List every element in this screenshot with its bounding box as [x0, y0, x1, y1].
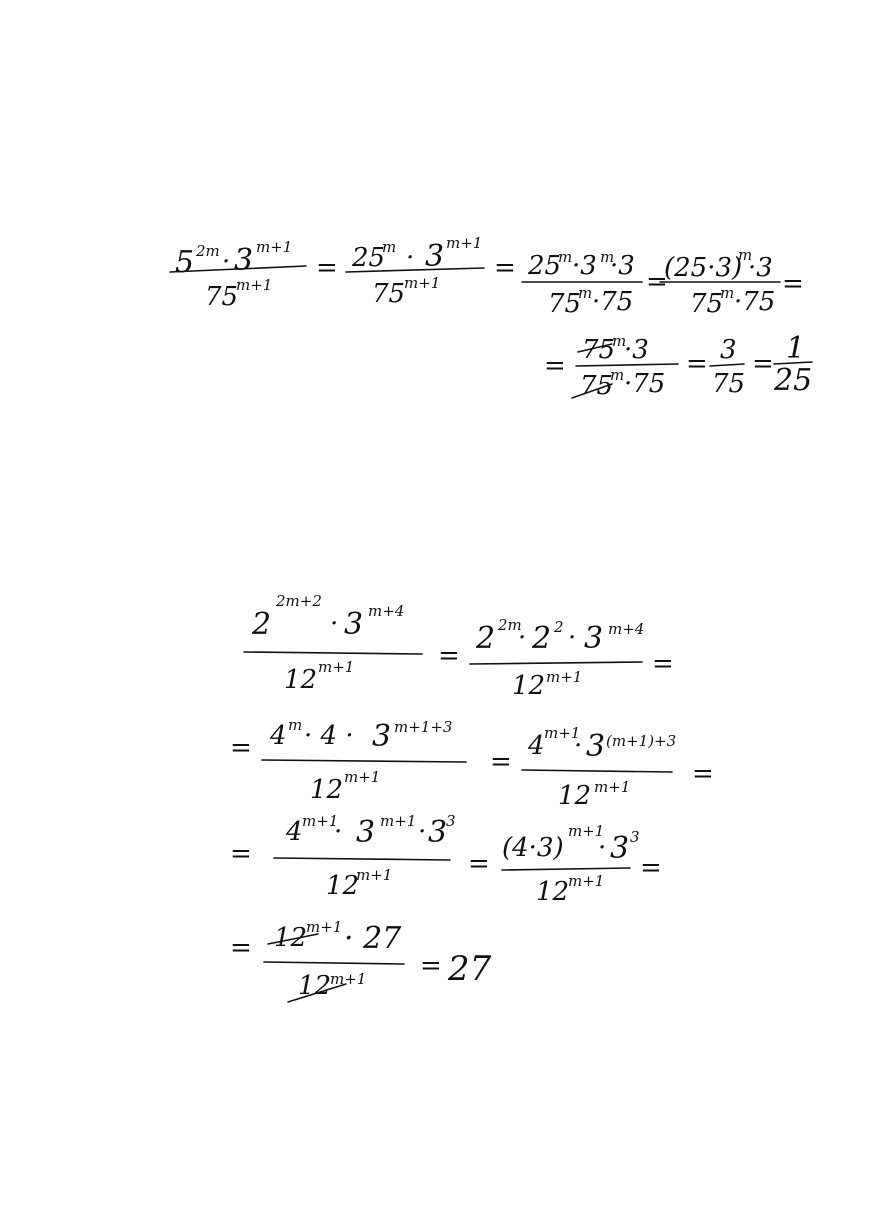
p2-r1-f2-dot2: · [568, 623, 577, 653]
p2-r4-f1-den-exp: m+1 [330, 970, 367, 988]
p2-r2-f2-num-b-exp: (m+1)+3 [606, 732, 677, 750]
p2-r1-f2-num-b-exp: 2 [554, 618, 564, 636]
p2-r3-f1-num-b: 3 [356, 815, 376, 850]
p1-f4-num: (25·3) [664, 253, 743, 283]
p2-r1-f1-num-a-exp: 2m+2 [276, 592, 322, 610]
p2-r3-f2-num-a-exp: m+1 [568, 822, 605, 840]
p2-r2-f1-den: 12 [310, 775, 344, 805]
p2-r4-f1-num-exp: m+1 [306, 918, 343, 936]
p1-f5-num-exp: m [612, 332, 627, 350]
p2-r1-f1-num-a: 2 [252, 607, 272, 642]
p1-f3-num-tail: ·3 [610, 251, 635, 281]
p1-f5-den-tail: ·75 [624, 369, 666, 399]
p1-f2-num-b-exp: m+1 [446, 234, 483, 252]
p2-r2-equals-2: = [692, 759, 714, 789]
p1-f3-den-tail: ·75 [592, 287, 634, 317]
p1-equals-3: = [646, 267, 668, 297]
p2-r4-equals-0: = [230, 933, 252, 963]
p1-f3-num: 25 [528, 251, 562, 281]
p2-r3-f1-dot2: · [418, 817, 427, 847]
p2-r2-f2-fraction-bar [522, 770, 672, 772]
p1-f2-den: 75 [372, 279, 406, 309]
p2-r1-fraction-1 [244, 592, 422, 695]
p2-r1-f2-num-c: 3 [584, 621, 604, 656]
p2-r3-f1-num-b-exp: m+1 [380, 812, 417, 830]
p1-f2-num-b: 3 [425, 239, 445, 274]
p2-r4-f1-fraction-bar [264, 962, 404, 964]
p2-r4-equals-1: = [420, 951, 442, 981]
p1-f3-den-exp: m [578, 284, 593, 302]
p2-r4-fraction-1 [264, 918, 404, 1002]
p2-r2-f2-dot: · [574, 731, 583, 761]
p1-f2-num-a-exp: m [382, 238, 397, 256]
p2-r1-fraction-2 [470, 616, 644, 701]
p2-r1-f1-num-b-exp: m+4 [368, 602, 405, 620]
p1-f1-den: 75 [205, 282, 239, 312]
p1-f4-den: 75 [690, 289, 724, 319]
p2-r2-f1-den-exp: m+1 [344, 768, 381, 786]
p1-f1-den-exp: m+1 [236, 276, 273, 294]
p2-r3-equals-0: = [230, 839, 252, 869]
p1-f1-num-b-exp: m+1 [256, 238, 293, 256]
p1-equals-2: = [494, 253, 516, 283]
p1-f4-den-tail: ·75 [734, 287, 776, 317]
p2-r4-f1-num: 12 [274, 923, 308, 953]
p1-f6-num: 3 [720, 335, 737, 365]
p2-r1-f1-dot: · [330, 609, 339, 639]
p2-r3-equals-1: = [468, 849, 490, 879]
p2-r1-equals-2: = [652, 649, 674, 679]
p2-r1-f1-num-b: 3 [344, 607, 364, 642]
p2-r1-f2-num-c-exp: m+4 [608, 620, 645, 638]
p1-f3-num-exp: m [558, 248, 573, 266]
p1-f3-num-mid: ·3 [572, 251, 597, 281]
p2-r3-f2-den-exp: m+1 [568, 872, 605, 890]
p2-r2-f1-fraction-bar [262, 760, 466, 762]
p1-f2-num-a: 25 [352, 243, 386, 273]
p1-f2-dot: · [406, 243, 415, 273]
problem-1 [170, 234, 812, 401]
p2-r3-fraction-1 [274, 812, 456, 901]
p1-fraction-3 [522, 248, 642, 319]
p2-r3-f1-num-a: 4 [286, 817, 303, 847]
p1-f5-num: 75 [582, 335, 616, 365]
p1-f3-den: 75 [548, 289, 582, 319]
p2-r3-f1-fraction-bar [274, 858, 450, 860]
p2-r2-f2-num-a-exp: m+1 [544, 724, 581, 742]
p2-r3-f1-num-a-exp: m+1 [302, 812, 339, 830]
p1-f2-den-exp: m+1 [404, 274, 441, 292]
p1-f5-den: 75 [580, 371, 614, 401]
p2-r3-f2-num-b-exp: 3 [630, 828, 640, 846]
p1-equals-5: = [544, 351, 566, 381]
p2-r2-f1-num-b-exp: m+1+3 [394, 718, 453, 736]
p1-f7-num: 1 [786, 331, 806, 366]
p2-r1-f2-dot1: · [518, 623, 527, 653]
p2-r2-f1-num-a-exp: m [288, 716, 303, 734]
p1-fraction-6 [710, 335, 745, 399]
p2-r1-f2-num-a: 2 [476, 621, 496, 656]
p1-f3-num-mid-exp: m [600, 248, 615, 266]
p1-fraction-5 [572, 332, 678, 401]
p2-r1-f1-den: 12 [284, 665, 318, 695]
p1-f7-den: 25 [774, 363, 813, 398]
p1-f1-num-a: 5 [175, 245, 195, 280]
p1-f5-den-exp: m [610, 366, 625, 384]
p2-r2-fraction-1 [262, 716, 466, 805]
p2-r3-f2-num-b: 3 [610, 831, 630, 866]
p1-f4-num-tail: ·3 [748, 253, 773, 283]
p2-r1-f2-fraction-bar [470, 662, 642, 664]
p1-equals-7: = [752, 349, 774, 379]
p2-r2-f1-num-b: 3 [372, 719, 392, 754]
p2-r1-f2-den: 12 [512, 671, 546, 701]
p2-r2-equals-1: = [490, 747, 512, 777]
p2-r3-equals-2: = [640, 853, 662, 883]
p2-r3-f2-dot: · [598, 833, 607, 863]
p2-r1-f1-fraction-bar [244, 652, 422, 654]
p2-r1-f1-den-exp: m+1 [318, 658, 355, 676]
p2-r2-fraction-2 [522, 724, 676, 811]
problem-2 [230, 592, 714, 1002]
p2-r1-f2-num-a-exp: 2m [498, 616, 522, 634]
p2-r3-f2-num-a: (4·3) [502, 833, 564, 863]
p2-r3-f1-den-exp: m+1 [356, 866, 393, 884]
p2-r2-equals-0: = [230, 733, 252, 763]
p2-r1-f2-num-b: 2 [532, 621, 552, 656]
p2-r2-f2-num-a: 4 [528, 731, 545, 761]
p1-f4-den-exp: m [720, 284, 735, 302]
p2-r2-f2-num-b: 3 [586, 729, 606, 764]
p2-r1-f2-den-exp: m+1 [546, 668, 583, 686]
p1-fraction-4 [660, 246, 780, 319]
p1-f1-num-a-exp: 2m [196, 242, 220, 260]
p2-r3-f2-den: 12 [536, 877, 570, 907]
p2-r4-f1-den: 12 [298, 971, 332, 1001]
p2-r3-f1-dot1: · [334, 817, 343, 847]
p2-r3-f1-num-c: 3 [428, 815, 448, 850]
p2-r4-f1-num-tail: · 27 [344, 921, 402, 956]
p2-r3-f1-num-c-exp: 3 [446, 812, 456, 830]
p2-r1-equals-1: = [438, 641, 460, 671]
p1-equals-6: = [686, 349, 708, 379]
p1-equals-1: = [316, 253, 338, 283]
p2-r3-f2-fraction-bar [502, 868, 630, 870]
p1-f6-den: 75 [712, 369, 746, 399]
p1-equals-4: = [782, 269, 804, 299]
p2-r2-f1-mid: · 4 · [304, 721, 354, 751]
p2-r4-result: 27 [448, 949, 492, 989]
p1-f4-num-exp: m [738, 246, 753, 264]
p2-r2-f1-num-a: 4 [270, 721, 287, 751]
p2-r3-fraction-2 [502, 822, 640, 907]
p1-f1-num-b: 3 [234, 243, 254, 278]
p1-f5-num-tail: ·3 [624, 335, 649, 365]
p1-f1-dot: · [222, 247, 231, 277]
p2-r2-f2-den: 12 [558, 781, 592, 811]
p1-f6-fraction-bar [710, 364, 744, 366]
p2-r3-f1-den: 12 [326, 871, 360, 901]
p1-fraction-7 [773, 331, 812, 398]
p2-r2-f2-den-exp: m+1 [594, 778, 631, 796]
p1-fraction-1 [170, 238, 306, 312]
p1-fraction-2 [346, 234, 484, 309]
